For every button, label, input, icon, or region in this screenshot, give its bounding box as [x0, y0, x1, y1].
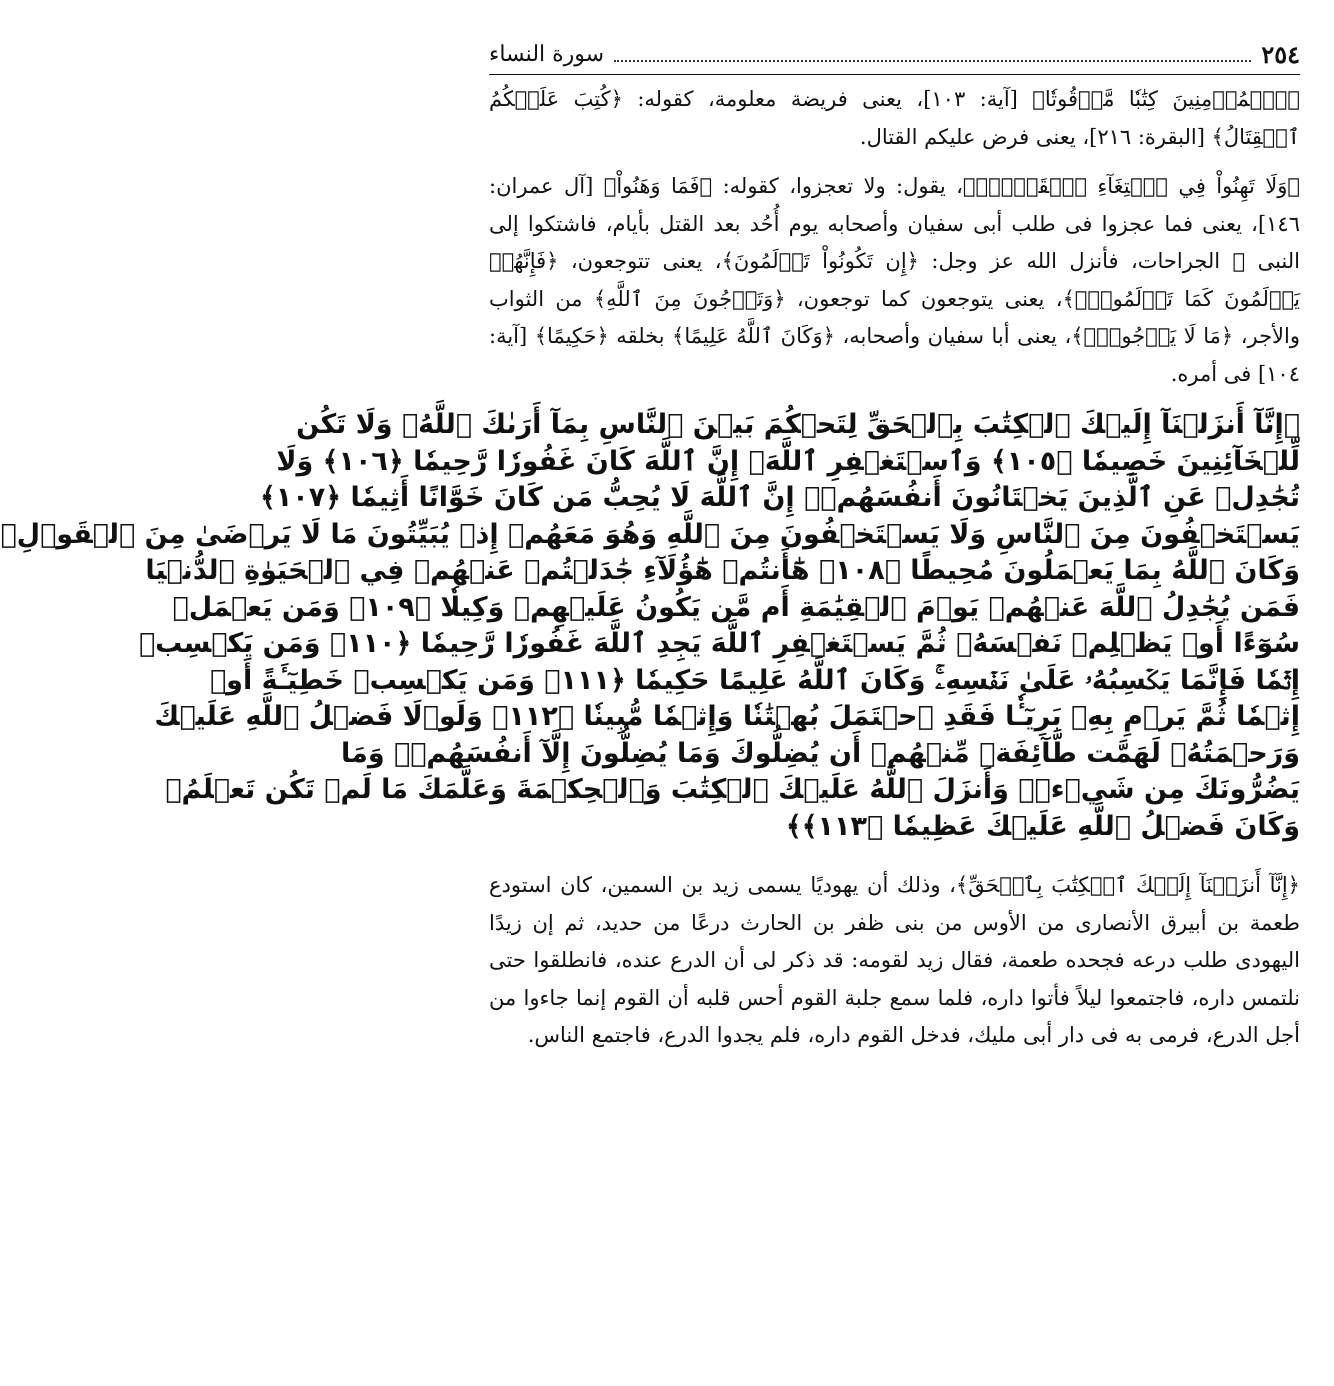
- quran-line: فَمَن يُجَٰدِلُ ٱللَّهَ عَنۡهُمۡ يَوۡمَ ٱلۡقِيَٰمَةِ أَم مَّن يَكُونُ عَلَيۡهِمۡ وَكِيلٗا ﴿١٠٩﴾ وَمَن يَعۡمَلۡ: [172, 591, 1300, 623]
- quran-line: سُوٓءًا أَوۡ يَظۡلِمۡ نَفۡسَهُۥ ثُمَّ يَسۡتَغۡفِرِ ٱللَّهَ يَجِدِ ٱللَّهَ غَفُورٗا رَّحِيمٗا ﴿١١٠﴾ وَمَن يَكۡسِبۡ: [138, 628, 1300, 659]
- commentary-paragraph: ﴿وَلَا تَهِنُواْ فِي ٱبۡتِغَآءِ ٱلۡقَوۡمِۖ﴾، يقول: ولا تعجزوا، كقوله: ﴿فَمَا وَهَنُواْ﴾ [آل عمران: ١٤٦]، يعنى فما عجزوا فى طلب أبى سفيان وأصحابه يوم أُحُد بعد القتل بأيام، فاشتكوا إلى النبى ﷺ الجراحات، فأنزل الله عز وجل: ﴿إِن تَكُونُواْ تَأۡلَمُونَ﴾، يعنى تتوجعون، ﴿فَإِنَّهُمۡ يَأۡلَمُونَ كَمَا تَأۡلَمُونَۖ﴾، يعنى يتوجعون كما توجعون، ﴿وَتَرۡجُونَ مِنَ ٱللَّهِ﴾ من الثواب والأجر، ﴿مَا لَا يَرۡجُونَۗ﴾، يعنى أبا سفيان وأصحابه، ﴿وَكَانَ ٱللَّهُ عَلِيمًا﴾ بخلقه ﴿حَكِيمًا﴾ [آية: ١٠٤] فى أمره.: [489, 174, 1300, 386]
- page-number: ٢٥٤: [1261, 40, 1300, 69]
- quran-line: يَسۡتَخۡفُونَ مِنَ ٱلنَّاسِ وَلَا يَسۡتَخۡفُونَ مِنَ ٱللَّهِ وَهُوَ مَعَهُمۡ إِذۡ يُبَيِّتُونَ مَا لَا يَرۡضَىٰ مِنَ ٱلۡقَوۡلِۚ: [0, 518, 1300, 550]
- quran-line: وَرَحۡمَتُهُۥ لَهَمَّت طَّآئِفَةٞ مِّنۡهُمۡ أَن يُضِلُّوكَ وَمَا يُضِلُّونَ إِلَّآ أَنفُسَهُمۡۖ وَمَا: [340, 737, 1300, 769]
- quran-line: وَكَانَ فَضۡلُ ٱللَّهِ عَلَيۡكَ عَظِيمٗا ﴿١١٣﴾﴾: [785, 810, 1300, 842]
- quran-line: لِّلۡخَآئِنِينَ خَصِيمٗا ﴿١٠٥﴾ وَٱسۡتَغۡفِرِ ٱللَّهَۖ إِنَّ ٱللَّهَ كَانَ غَفُورٗا رَّحِيمٗا ﴿١٠٦﴾ وَلَا: [276, 445, 1300, 477]
- quran-verses: [0, 407, 1300, 845]
- quran-line: وَكَانَ ٱللَّهُ بِمَا يَعۡمَلُونَ مُحِيطًا ﴿١٠٨﴾ هَٰٓأَنتُمۡ هَٰٓؤُلَآءِ جَٰدَلۡتُمۡ عَنۡهُمۡ فِي ٱلۡحَيَوٰةِ ٱلدُّنۡيَا: [145, 555, 1300, 586]
- commentary-top: [489, 81, 1300, 393]
- commentary-paragraph: ﴿إِنَّآ أَنزَلۡنَآ إِلَيۡكَ ٱلۡكِتَٰبَ بِٱلۡحَقِّ﴾، وذلك أن يهوديًا يسمى زيد بن السمين، كان استودع طعمة بن أبيرق الأنصارى من الأوس من بنى ظفر بن الحارث درعًا من حديد، ثم إن زيدًا اليهودى طلب درعه فجحده طعمة، فقال زيد لقومه: قد ذكر لى أن الدرع عنده، فانطلقوا حتى نلتمس داره، فاجتمعوا ليلاً فأتوا داره، فلما سمع جلبة القوم أحس قلبه أن القوم إنما جاءوا من أجل الدرع، فرمى به فى دار أبى مليك، فدخل القوم داره، فلم يجدوا الدرع، فاجتمع الناس.: [489, 873, 1300, 1047]
- running-header: [489, 40, 1300, 75]
- commentary-paragraph: ﴿ٱلۡمُؤۡمِنِينَ كِتَٰبٗا مَّوۡقُوتٗا﴾ [آية: ١٠٣]، يعنى فريضة معلومة، كقوله: ﴿كُتِبَ عَلَيۡكُمُ ٱلۡقِتَالُ﴾ [البقرة: ٢١٦]، يعنى فرض عليكم القتال.: [489, 87, 1301, 149]
- quran-line: إِثۡمٗا فَإِنَّمَا يَكۡسِبُهُۥ عَلَىٰ نَفۡسِهِۦۚ وَكَانَ ٱللَّهُ عَلِيمًا حَكِيمٗا ﴿١١١﴾ وَمَن يَكۡسِبۡ خَطِيٓـَٔةً أَوۡ: [209, 664, 1300, 696]
- quran-line: ﴿إِنَّآ أَنزَلۡنَآ إِلَيۡكَ ٱلۡكِتَٰبَ بِٱلۡحَقِّ لِتَحۡكُمَ بَيۡنَ ٱلنَّاسِ بِمَآ أَرَىٰكَ ٱللَّهُۚ وَلَا تَكُن: [296, 409, 1300, 440]
- quran-line: إِثۡمٗا ثُمَّ يَرۡمِ بِهِۦ بَرِيٓـٔٗا فَقَدِ ٱحۡتَمَلَ بُهۡتَٰنٗا وَإِثۡمٗا مُّبِينٗا ﴿١١٢﴾ وَلَوۡلَا فَضۡلُ ٱللَّهِ عَلَيۡكَ: [154, 701, 1300, 732]
- document-page: [0, 40, 1301, 1346]
- quran-line: تُجَٰدِلۡ عَنِ ٱلَّذِينَ يَخۡتَانُونَ أَنفُسَهُمۡۚ إِنَّ ٱللَّهَ لَا يُحِبُّ مَن كَانَ خَوَّانًا أَثِيمٗا ﴿١٠٧﴾: [259, 482, 1300, 513]
- commentary-bottom: [489, 867, 1300, 1055]
- header-dotted-leader: [614, 48, 1251, 62]
- surah-name: سورة النساء: [489, 42, 605, 67]
- quran-line: يَضُرُّونَكَ مِن شَيۡءٖۚ وَأَنزَلَ ٱللَّهُ عَلَيۡكَ ٱلۡكِتَٰبَ وَٱلۡحِكۡمَةَ وَعَلَّمَكَ مَا لَمۡ تَكُن تَعۡلَمُۚ: [165, 774, 1300, 805]
